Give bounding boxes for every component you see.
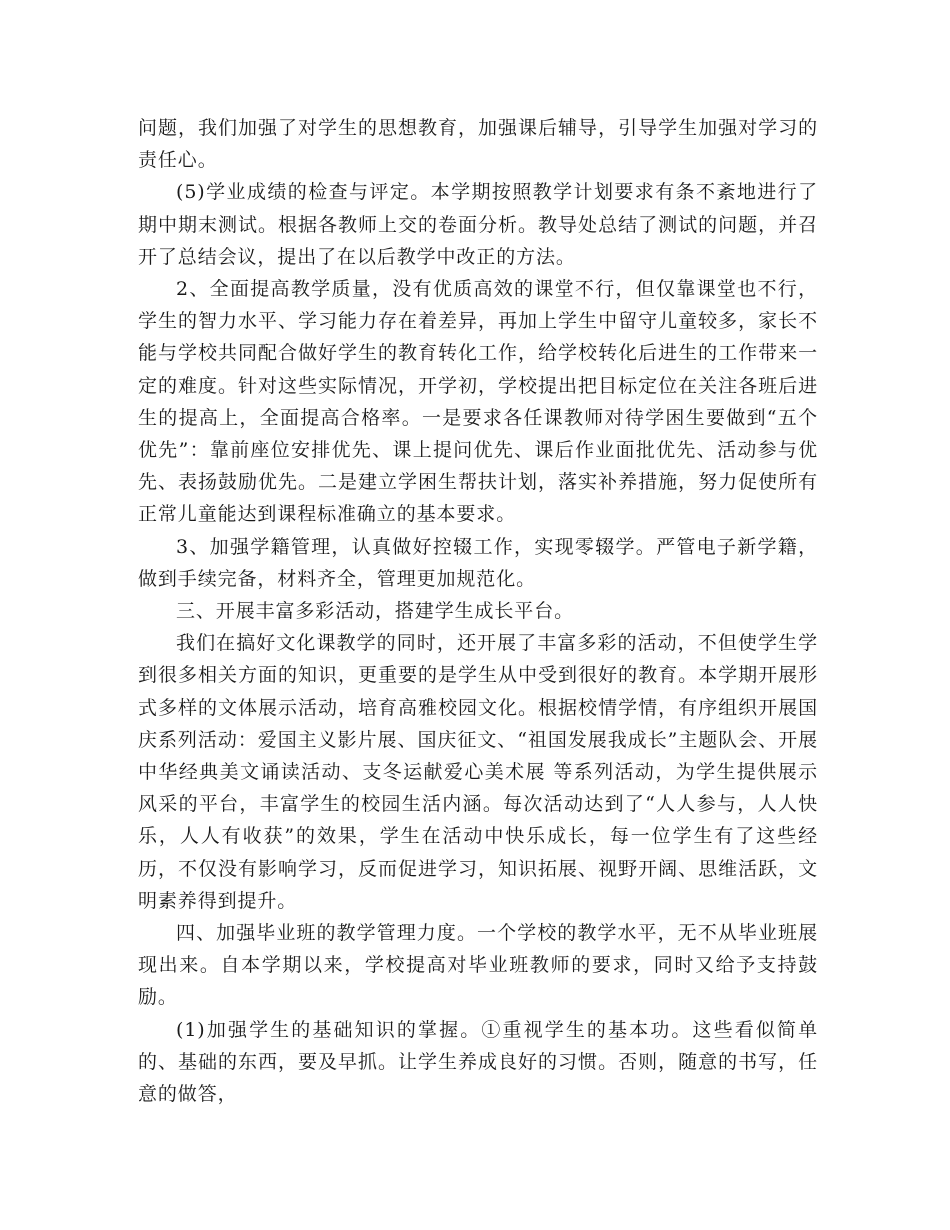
paragraph-exam-evaluation: (5)学业成绩的检查与评定。本学期按照教学计划要求有条不紊地进行了期中期末测试。根据各教师上交的卷面分析。教导处总结了测试的问题，并召开了总结会议，提出了在以后教学中改正的方法。 bbox=[138, 181, 818, 268]
paragraph-activities: 我们在搞好文化课教学的同时，还开展了丰富多彩的活动，不但使学生学到很多相关方面的知识，更重要的是学生从中受到很好的教育。本学期开展形式多样的文体展示活动，培育高雅校园文化。根据校情学情，有序组织开展国庆系列活动：爱国主义影片展、国庆征文、“祖国发展我成长”主题队会、开展中华经典美文诵读活动、支冬运献爱心美术展 等系列活动，为学生提供展示风采的平台，丰富学生的校园生活内涵。每次活动达到了“人人参与，人人快乐，人人有收获”的效果，学生在活动中快乐成长，每一位学生有了这些经历，不仅没有影响学习，反而促进学习，知识拓展、视野开阔、思维活跃，文明素养得到提升。 bbox=[138, 632, 818, 912]
paragraph-student-records: 3、加强学籍管理，认真做好控辍工作，实现零辍学。严管电子新学籍，做到手续完备，材料齐全，管理更加规范化。 bbox=[138, 535, 818, 590]
paragraph-teaching-quality: 2、全面提高教学质量，没有优质高效的课堂不行，但仅靠课堂也不行，学生的智力水平、学习能力存在着差异，再加上学生中留守儿童较多，家长不能与学校共同配合做好学生的教育转化工作，给学校转化后进生的工作带来一定的难度。针对这些实际情况，开学初，学校提出把目标定位在关注各班后进生的提高上，全面提高合格率。一是要求各任课教师对待学困生要做到“五个优先”：靠前座位安排优先、课上提问优先、课后作业面批优先、活动参与优先、表扬鼓励优先。二是建立学困生帮扶计划，落实补养措施，努力促使所有正常儿童能达到课程标准确立的基本要求。 bbox=[138, 278, 818, 526]
paragraph-basic-knowledge: (1)加强学生的基础知识的掌握。①重视学生的基本功。这些看似简单的、基础的东西，要及早抓。让学生养成良好的习惯。否则，随意的书写，任意的做答， bbox=[138, 1018, 818, 1106]
section-heading-activities: 三、开展丰富多彩活动，搭建学生成长平台。 bbox=[176, 600, 575, 623]
section-heading-graduating-class: 四、加强毕业班的教学管理力度。一个学校的教学水平，无不从毕业班展现出来。自本学期以来，学校提高对毕业班教师的要求，同时又给予支持鼓励。 bbox=[138, 922, 818, 1009]
document-body bbox=[138, 112, 818, 1110]
paragraph-continuation: 问题，我们加强了对学生的思想教育，加强课后辅导，引导学生加强对学习的责任心。 bbox=[138, 117, 818, 172]
